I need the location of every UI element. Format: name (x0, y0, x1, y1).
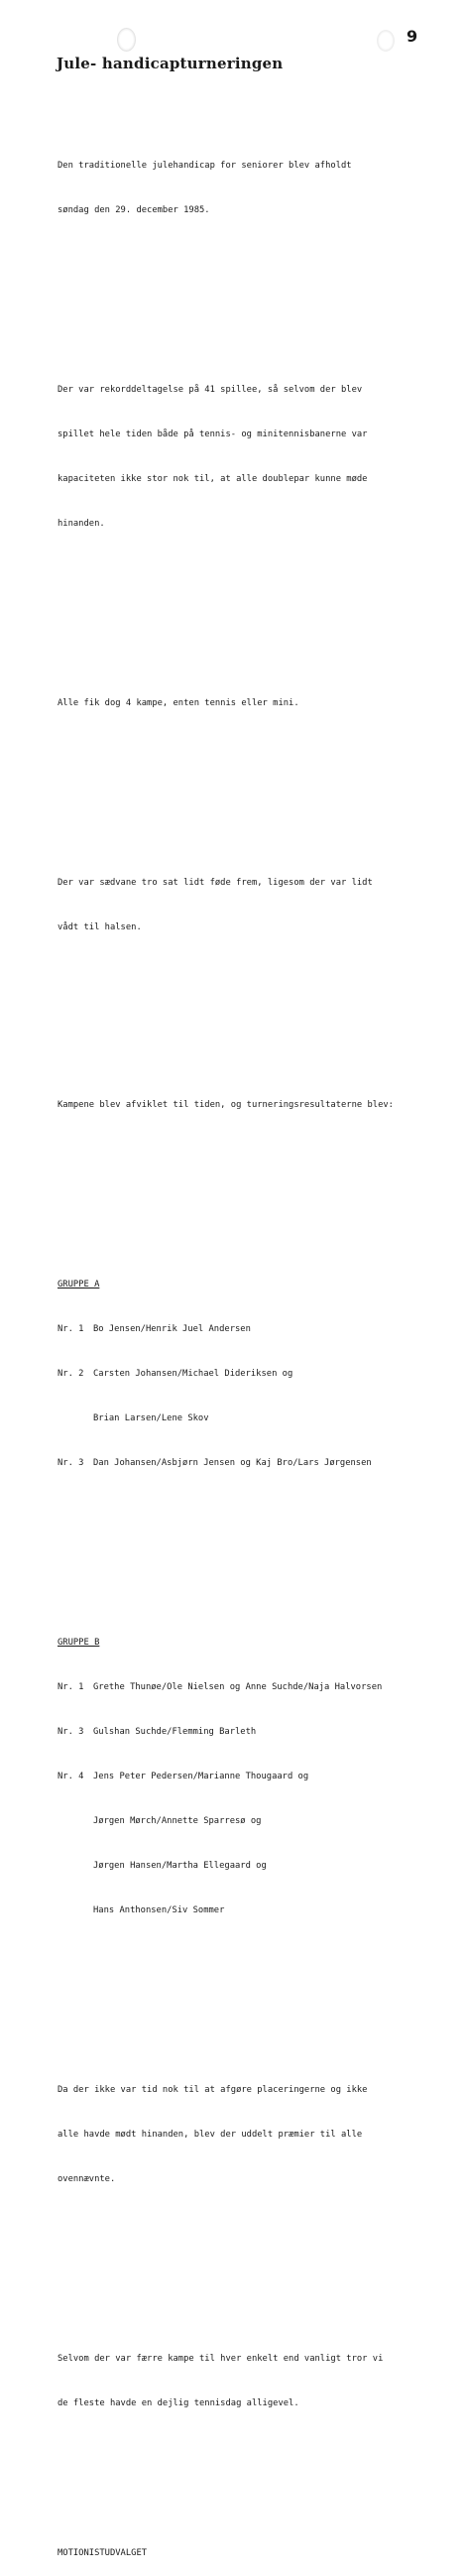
result-entry (58, 1322, 454, 1337)
result-names: Gulshan Suchde/Flemming Barleth (93, 1727, 257, 1737)
group-a (58, 1248, 454, 1501)
result-place: Nr. 4 (58, 1772, 84, 1781)
result-entry (58, 1770, 454, 1784)
result-entry (58, 1367, 454, 1382)
result-place: Nr. 2 (58, 1369, 84, 1379)
result-place: Nr. 1 (58, 1682, 84, 1692)
result-place: Nr. 3 (58, 1727, 84, 1737)
result-names: Jens Peter Pedersen/Marianne Thougaard og (93, 1772, 309, 1781)
text-line: Selvom der var færre kampe til hver enkelt end vanligt tror vi (58, 2354, 384, 2364)
result-entry (58, 1680, 454, 1695)
result-names-continued: Jørgen Mørch/Annette Sparresø og (93, 1816, 262, 1826)
group-a-heading: GRUPPE A (58, 1280, 100, 1289)
group-b (58, 1606, 454, 1948)
paragraph-closing (58, 2053, 454, 2217)
result-place: Nr. 1 (58, 1324, 84, 1334)
signature: MOTIONISTUDVALGET (58, 2548, 148, 2558)
result-names: Grethe Thunøe/Ole Nielsen og Anne Suchde/Naja Halvorsen (93, 1682, 383, 1692)
document-body (58, 84, 454, 2576)
text-line: hinanden. (58, 519, 105, 529)
result-entry (58, 1725, 454, 1740)
result-names-continued: Jørgen Hansen/Martha Ellegaard og (93, 1861, 267, 1871)
text-line: Der var rekorddeltagelse på 41 spillee, så selvom der blev (58, 385, 363, 395)
paragraph-attendance (58, 353, 454, 561)
paragraph-matches (58, 667, 454, 741)
text-line: spillet hele tiden både på tennis- og minitennisbanerne var (58, 429, 368, 439)
result-place: Nr. 3 (58, 1458, 84, 1468)
text-line: søndag den 29. december 1985. (58, 205, 210, 215)
result-entry (58, 1456, 454, 1471)
punch-hole-left (117, 28, 136, 52)
result-names-continued: Brian Larsen/Lene Skov (93, 1413, 209, 1423)
page-number: 9 (407, 27, 418, 46)
text-line: vådt til halsen. (58, 922, 142, 932)
paragraph-food (58, 846, 454, 965)
text-line: Da der ikke var tid nok til at afgøre placeringerne og ikke (58, 2085, 368, 2095)
text-line: ovennævnte. (58, 2174, 116, 2184)
text-line: Den traditionelle julehandicap for seniorer blev afholdt (58, 161, 352, 171)
group-b-heading: GRUPPE B (58, 1638, 100, 1648)
page-title: Jule- handicapturneringen (57, 55, 284, 72)
text-line: Der var sædvane tro sat lidt føde frem, ligesom der var lidt (58, 878, 373, 888)
result-names: Dan Johansen/Asbjørn Jensen og Kaj Bro/Lars Jørgensen (93, 1458, 372, 1468)
text-line: Alle fik dog 4 kampe, enten tennis eller mini. (58, 698, 299, 708)
paragraph-final (58, 2322, 454, 2441)
result-names: Carsten Johansen/Michael Dideriksen og (93, 1369, 293, 1379)
text-line: alle havde mødt hinanden, blev der uddelt præmier til alle (58, 2130, 363, 2140)
paragraph-results-intro (58, 1068, 454, 1143)
result-names: Bo Jensen/Henrik Juel Andersen (93, 1324, 251, 1334)
text-line: Kampene blev afviklet til tiden, og turneringsresultaterne blev: (58, 1100, 394, 1110)
text-line: kapaciteten ikke stor nok til, at alle doublepar kunne møde (58, 474, 368, 484)
punch-hole-right (377, 30, 395, 52)
result-names-continued: Hans Anthonsen/Siv Sommer (93, 1905, 225, 1915)
text-line: de fleste havde en dejlig tennisdag alligevel. (58, 2398, 299, 2408)
paragraph-intro (58, 129, 454, 248)
